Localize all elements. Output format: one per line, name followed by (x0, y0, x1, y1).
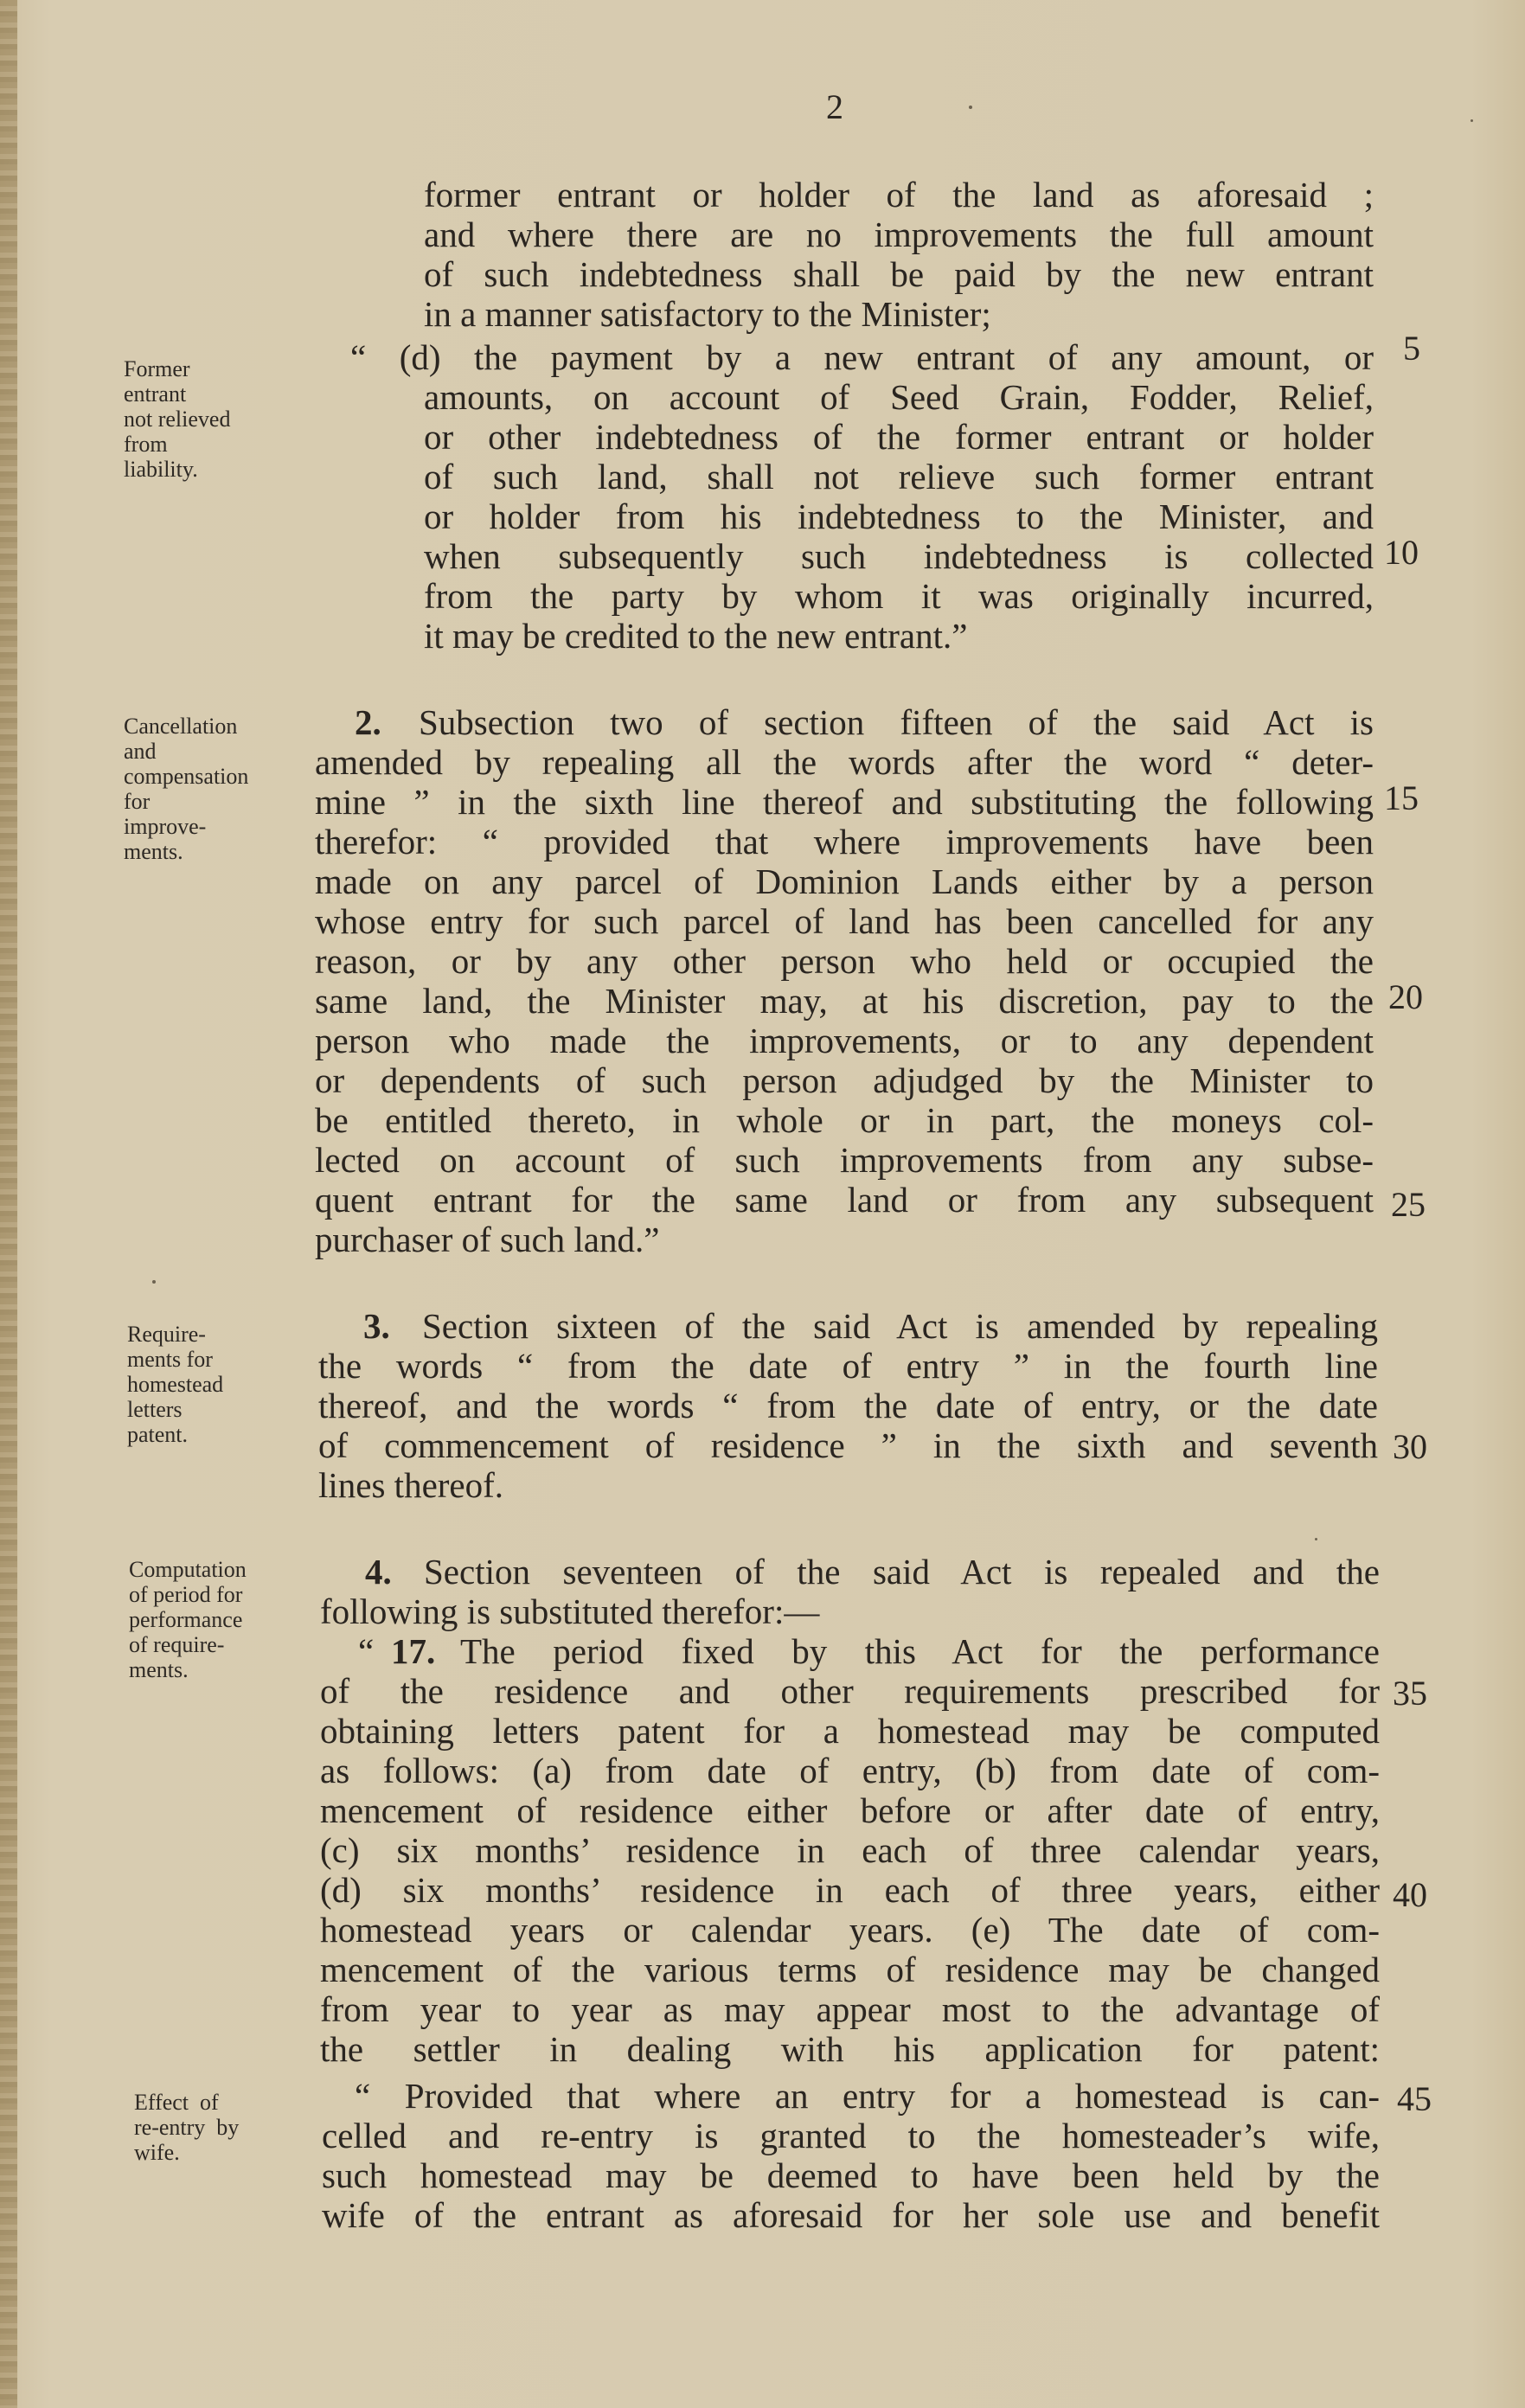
text-line: in a manner satisfactory to the Minister; (424, 294, 991, 334)
text-line: mencement of the various terms of residence may be changed (320, 1950, 1380, 1989)
margin-note-line: improve- (124, 814, 207, 839)
line-number: 40 (1393, 1875, 1427, 1914)
margin-note-line: Effect of (134, 2090, 219, 2115)
text-line: when subsequently such indebtedness is collected (424, 536, 1374, 576)
section-number-4: 4. (365, 1552, 392, 1591)
margin-note-line: and (124, 739, 157, 764)
margin-note-line: Require- (127, 1322, 206, 1347)
margin-note-requirements (127, 1322, 223, 1447)
margin-note-line: for (124, 789, 151, 814)
text-line: of commencement of residence ” in the sixth and seventh (318, 1425, 1378, 1465)
text-line: or other indebtedness of the former entrant or holder (424, 417, 1374, 457)
text-line: Section sixteen of the said Act is amended by repealing (422, 1306, 1378, 1346)
text-line: as follows: (a) from date of entry, (b) from date of com- (320, 1751, 1380, 1790)
line-number: 10 (1384, 533, 1419, 572)
margin-note-cancellation (124, 714, 248, 864)
margin-note-line: entrant (124, 381, 187, 407)
text-line: obtaining letters patent for a homestead may be computed (320, 1711, 1380, 1751)
section-number-2: 2. (355, 702, 381, 742)
text-line: reason, or by any other person who held or occupied the (315, 941, 1374, 981)
margin-note-line: liability. (124, 457, 198, 482)
margin-note-line: re-entry by (134, 2115, 240, 2140)
text-line: The period fixed by this Act for the performance (460, 1631, 1380, 1671)
text-line: Subsection two of section fifteen of the said Act is (419, 702, 1374, 742)
margin-note-line: patent. (127, 1422, 189, 1447)
page-spine (0, 0, 17, 2408)
text-line: lected on account of such improvements from any subse- (315, 1140, 1374, 1180)
text-line: homestead years or calendar years. (e) The date of com- (320, 1910, 1380, 1950)
text-line: quent entrant for the same land or from any subsequent (315, 1180, 1374, 1220)
margin-note-line: ments. (129, 1657, 189, 1682)
text-line: whose entry for such parcel of land has been cancelled for any (315, 901, 1374, 941)
page-number: 2 (826, 87, 843, 126)
margin-note-line: not relieved (124, 407, 231, 432)
margin-note-line: homestead (127, 1372, 224, 1397)
text-line: amounts, on account of Seed Grain, Fodder, Relief, (424, 377, 1374, 417)
text-line: person who made the improvements, or to any dependent (315, 1021, 1374, 1060)
line-number: 35 (1393, 1674, 1427, 1713)
line-number: 20 (1388, 977, 1423, 1016)
margin-note-effect-of-reentry (134, 2090, 239, 2165)
text-line: the words “ from the date of entry ” in the fourth line (318, 1346, 1378, 1386)
paper-speck (969, 106, 972, 109)
section-number-17: 17. (391, 1631, 436, 1671)
text-line: former entrant or holder of the land as aforesaid ; (424, 175, 1374, 215)
text-line: following is substituted therefor:— (320, 1591, 820, 1631)
margin-note-former-entrant (124, 356, 230, 482)
margin-note-line: Former (124, 356, 190, 381)
text-line: or dependents of such person adjudged by the Minister to (315, 1060, 1374, 1100)
line-number: 25 (1391, 1185, 1426, 1224)
text-line: (d) six months’ residence in each of three years, either (320, 1870, 1380, 1910)
margin-note-computation (129, 1557, 247, 1682)
margin-note-line: letters (127, 1397, 183, 1422)
text-line: “ Provided that where an entry for a homestead is can- (355, 2076, 1380, 2116)
text-line: wife of the entrant as aforesaid for her sole use and benefit (322, 2195, 1380, 2235)
section-number-3: 3. (363, 1306, 390, 1346)
line-number: 45 (1397, 2079, 1432, 2118)
line-number: 5 (1403, 329, 1420, 368)
margin-note-line: Cancellation (124, 714, 238, 739)
margin-note-line: of require- (129, 1632, 225, 1657)
text-line: Section seventeen of the said Act is repealed and the (424, 1552, 1380, 1591)
paper-speck (1315, 1538, 1317, 1540)
text-line: of the residence and other requirements prescribed for (320, 1671, 1380, 1711)
text-line: it may be credited to the new entrant.” (424, 616, 968, 656)
text-line: of such indebtedness shall be paid by the new entrant (424, 254, 1374, 294)
text-line: mine ” in the sixth line thereof and substituting the following (315, 782, 1374, 822)
paper-speck (1471, 119, 1473, 122)
margin-note-line: of period for (129, 1582, 243, 1607)
margin-note-line: compensation (124, 764, 249, 789)
text-line: made on any parcel of Dominion Lands either by a person (315, 861, 1374, 901)
text-line: or holder from his indebtedness to the Minister, and (424, 496, 1374, 536)
text-line: mencement of residence either before or after date of entry, (320, 1790, 1380, 1830)
text-line: celled and re-entry is granted to the homesteader’s wife, (322, 2116, 1380, 2155)
text-line: and where there are no improvements the full amount (424, 215, 1374, 254)
text-line: be entitled thereto, in whole or in part, the moneys col- (315, 1100, 1374, 1140)
text-line: purchaser of such land.” (315, 1220, 660, 1259)
text-line: lines thereof. (318, 1465, 504, 1505)
text-line: such homestead may be deemed to have been held by the (322, 2155, 1380, 2195)
quote-open: “ (358, 1631, 375, 1671)
line-number: 30 (1393, 1427, 1427, 1466)
text-line: the settler in dealing with his application for patent: (320, 2029, 1380, 2069)
text-line: thereof, and the words “ from the date of entry, or the date (318, 1386, 1378, 1425)
text-line: “ (d) the payment by a new entrant of any amount, or (350, 337, 1374, 377)
text-line: same land, the Minister may, at his discretion, pay to the (315, 981, 1374, 1021)
margin-note-line: Computation (129, 1557, 247, 1582)
margin-note-line: from (124, 432, 168, 457)
text-line: amended by repealing all the words after the word “ deter- (315, 742, 1374, 782)
margin-note-line: ments for (127, 1347, 213, 1372)
line-number: 15 (1384, 778, 1419, 817)
text-line: therefor: “ provided that where improvements have been (315, 822, 1374, 861)
margin-note-line: wife. (134, 2140, 180, 2165)
text-line: of such land, shall not relieve such former entrant (424, 457, 1374, 496)
margin-note-line: performance (129, 1607, 243, 1632)
text-line: from the party by whom it was originally incurred, (424, 576, 1374, 616)
paper-speck (152, 1280, 156, 1284)
text-line: from year to year as may appear most to the advantage of (320, 1989, 1380, 2029)
margin-note-line: ments. (124, 839, 183, 864)
text-line: (c) six months’ residence in each of three calendar years, (320, 1830, 1380, 1870)
